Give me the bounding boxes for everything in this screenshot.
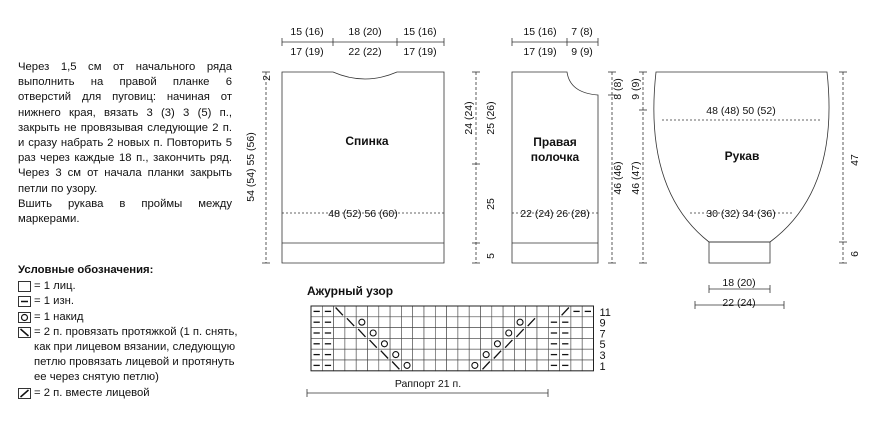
- chart-cell: [458, 317, 469, 328]
- chart-cell: [435, 338, 446, 349]
- front-piece-name-1: Правая: [533, 135, 577, 149]
- chart-cell: [503, 328, 514, 339]
- chart-cell: [537, 338, 548, 349]
- chart-cell: [368, 317, 379, 328]
- chart-cell: [514, 317, 525, 328]
- chart-cell: [469, 306, 480, 317]
- legend-item: [18, 310, 240, 325]
- sleeve-cuff-total: 22 (24): [722, 297, 756, 309]
- chart-cell: [413, 349, 424, 360]
- chart-row-number: 7: [599, 328, 606, 341]
- chart-cell: [582, 328, 593, 339]
- chart-cell: [503, 360, 514, 371]
- front-piece-name-2: полочка: [530, 150, 580, 164]
- chart-cell: [401, 338, 412, 349]
- chart-cell: [424, 338, 435, 349]
- legend-item-text: = 1 накид: [34, 310, 84, 323]
- chart-row-numbers: [600, 307, 611, 373]
- chart-cell: [345, 349, 356, 360]
- chart-cell: [390, 328, 401, 339]
- chart-cell: [514, 349, 525, 360]
- chart-cell: [582, 349, 593, 360]
- back-rib: 5: [485, 253, 497, 259]
- chart-cell: [571, 328, 582, 339]
- chart-cell: [537, 317, 548, 328]
- chart-cell: [390, 338, 401, 349]
- chart-cell: [469, 317, 480, 328]
- chart-cell: [526, 360, 537, 371]
- chart-cell: [345, 360, 356, 371]
- chart-cell: [481, 317, 492, 328]
- chart-cell: [334, 328, 345, 339]
- front-top-dim-2: 7 (8): [571, 26, 593, 38]
- sleeve-left-dim-1: 8 (8): [612, 78, 624, 100]
- back-armhole-alt: 25 (26): [485, 101, 497, 135]
- chart-cell: [571, 360, 582, 371]
- chart-cell: [481, 306, 492, 317]
- chart-cell: [413, 306, 424, 317]
- front-piece-outline: [512, 72, 598, 263]
- back-armhole: 24 (24): [463, 101, 475, 135]
- chart-cell: [401, 306, 412, 317]
- back-body-length: 25: [485, 198, 497, 210]
- chart-cell: [345, 328, 356, 339]
- chart-cell: [537, 306, 548, 317]
- chart-cell: [379, 360, 390, 371]
- chart-cell: [514, 360, 525, 371]
- instructions-text: [18, 60, 232, 227]
- chart-cell: [356, 317, 367, 328]
- chart-cell: [368, 328, 379, 339]
- legend-item: [18, 386, 240, 401]
- chart-cell: [334, 349, 345, 360]
- chart-cell: [458, 306, 469, 317]
- legend-item: [18, 294, 240, 309]
- front-top-dim-1: 15 (16): [523, 26, 557, 38]
- instructions-paragraph-2: Вшить рукава в проймы между маркерами.: [18, 197, 232, 226]
- chart-cell: [435, 306, 446, 317]
- chart-cell: [481, 338, 492, 349]
- chart-cell: [582, 360, 593, 371]
- chart-cell: [413, 328, 424, 339]
- chart-cell: [526, 328, 537, 339]
- chart-cell: [435, 317, 446, 328]
- chart-cell: [379, 306, 390, 317]
- slash-square-icon: [18, 388, 31, 399]
- instructions-paragraph-1: Через 1,5 см от начального ряда выполнить на правой планке 6 отверстий для пуговиц: начиная от нижнего края, вязать 3 (3) 3 (5) п., закрыть не провязывая следующие 2 п. и сразу набрать 2 новых п. Повторить 5 раз через каждые 18 п., закончить ряд. Через 3 см от начала планки закрыть петли по узору.: [18, 61, 232, 195]
- chart-cell: [379, 328, 390, 339]
- chart-cell: [379, 317, 390, 328]
- chart-cell: [401, 317, 412, 328]
- chart-cell: [413, 360, 424, 371]
- chart-cell: [492, 317, 503, 328]
- chart-title: Ажурный узор: [306, 284, 394, 298]
- chart-cell: [447, 317, 458, 328]
- front-top-total-1: 17 (19): [523, 46, 557, 58]
- legend-item-text: = 2 п. вместе лицевой: [34, 386, 150, 399]
- front-width-label: 22 (24) 26 (28): [520, 208, 590, 220]
- chart-cell: [334, 338, 345, 349]
- blank-square-icon: [18, 281, 31, 292]
- chart-cell: [401, 349, 412, 360]
- chart-cell: [379, 338, 390, 349]
- sleeve-cuff-outline: [709, 242, 770, 263]
- chart-cell: [537, 349, 548, 360]
- chart-cell: [458, 338, 469, 349]
- chart-cell: [435, 360, 446, 371]
- chart-cell: [356, 349, 367, 360]
- chart-cell: [503, 317, 514, 328]
- chart-cell: [571, 349, 582, 360]
- chart-cell: [537, 328, 548, 339]
- chart-cell: [571, 338, 582, 349]
- chart-cell: [492, 306, 503, 317]
- chart-cell: [469, 338, 480, 349]
- back-top-dim-1: 15 (16): [290, 26, 324, 38]
- repeat-label: Раппорт 21 п.: [394, 378, 462, 390]
- chart-cell: [356, 360, 367, 371]
- chart-cell: [514, 338, 525, 349]
- chart-cell: [458, 328, 469, 339]
- dash-square-icon: [18, 296, 31, 307]
- chart-cell: [447, 306, 458, 317]
- chart-cell: [424, 317, 435, 328]
- chart-cell: [548, 306, 559, 317]
- chart-cell: [447, 360, 458, 371]
- chart-cell: [492, 328, 503, 339]
- chart-cell: [424, 349, 435, 360]
- chart-cell: [537, 360, 548, 371]
- sleeve-height: 47: [849, 154, 861, 166]
- back-top-dim-2: 18 (20): [348, 26, 382, 38]
- chart-cell: [401, 328, 412, 339]
- chart-cell: [582, 317, 593, 328]
- chart-cell: [401, 360, 412, 371]
- chart-cell: [334, 317, 345, 328]
- chart-cell: [526, 349, 537, 360]
- chart-cell: [368, 360, 379, 371]
- chart-cell: [390, 349, 401, 360]
- legend-item: [18, 325, 240, 386]
- sleeve-piece-name: Рукав: [724, 149, 760, 163]
- legend-item-text: = 2 п. провязать протяжкой (1 п. снять, как при лицевом вязании, следующую петлю провязать лицевой и протянуть ее через снятую петлю): [34, 325, 238, 384]
- chart-cell: [526, 338, 537, 349]
- chart-row-number: 1: [599, 360, 606, 373]
- chart-cell: [345, 306, 356, 317]
- back-top-total-1: 17 (19): [290, 46, 324, 58]
- sleeve-left2-dim-1: 9 (9): [630, 78, 642, 100]
- sleeve-left-dim-2: 46 (46): [612, 161, 624, 195]
- chart-cell: [447, 328, 458, 339]
- back-width-label: 48 (52) 56 (60): [328, 208, 398, 220]
- chart-cell: [526, 306, 537, 317]
- legend: [18, 263, 240, 401]
- chart-cell: [356, 338, 367, 349]
- legend-item: [18, 279, 240, 294]
- chart-cell: [435, 349, 446, 360]
- chart-cell: [368, 349, 379, 360]
- front-top-total-2: 9 (9): [571, 46, 593, 58]
- knitting-chart-grid: [311, 306, 594, 371]
- chart-cell: [424, 328, 435, 339]
- back-height-total: 54 (54) 55 (56): [245, 132, 257, 202]
- sleeve-left2-dim-2: 46 (47): [630, 161, 642, 195]
- back-top-total-3: 17 (19): [403, 46, 437, 58]
- chart-cell: [458, 360, 469, 371]
- chart-cell: [503, 349, 514, 360]
- chart-cell: [435, 328, 446, 339]
- chart-cell: [481, 349, 492, 360]
- chart-cell: [571, 317, 582, 328]
- chart-cell: [469, 360, 480, 371]
- sleeve-cuff-width: 18 (20): [722, 277, 756, 289]
- chart-cell: [413, 317, 424, 328]
- back-top-total-2: 22 (22): [348, 46, 382, 58]
- legend-title: Условные обозначения:: [18, 264, 154, 276]
- chart-cell: [514, 306, 525, 317]
- sleeve-mid-width: 30 (32) 34 (36): [706, 208, 776, 220]
- chart-row-number: 3: [599, 350, 606, 362]
- chart-cell: [582, 338, 593, 349]
- backslash-square-icon: [18, 327, 31, 338]
- chart-cell: [413, 338, 424, 349]
- legend-item-text: = 1 лиц.: [34, 280, 76, 293]
- sleeve-cuff-height: 6: [849, 251, 861, 257]
- chart-cell: [447, 338, 458, 349]
- chart-cell: [334, 360, 345, 371]
- chart-cell: [469, 349, 480, 360]
- chart-cell: [356, 306, 367, 317]
- back-piece-name: Спинка: [345, 134, 389, 148]
- back-piece-outline: [282, 72, 444, 263]
- chart-cell: [368, 306, 379, 317]
- chart-row-number: 11: [599, 306, 611, 319]
- chart-cell: [492, 360, 503, 371]
- chart-cell: [424, 306, 435, 317]
- chart-cell: [390, 317, 401, 328]
- chart-cell: [447, 349, 458, 360]
- back-top-dim-3: 15 (16): [403, 26, 437, 38]
- chart-cell: [503, 306, 514, 317]
- chart-row-number: 9: [599, 317, 606, 330]
- chart-row-number: 5: [599, 339, 606, 352]
- chart-cell: [424, 360, 435, 371]
- sleeve-top-width: 48 (48) 50 (52): [706, 105, 776, 117]
- legend-item-text: = 1 изн.: [34, 295, 75, 308]
- chart-cell: [469, 328, 480, 339]
- chart-cell: [458, 349, 469, 360]
- chart-cell: [481, 328, 492, 339]
- back-neck-depth: 2: [261, 75, 273, 81]
- chart-cell: [492, 338, 503, 349]
- chart-cell: [390, 306, 401, 317]
- chart-cell: [345, 338, 356, 349]
- circle-square-icon: [18, 312, 31, 323]
